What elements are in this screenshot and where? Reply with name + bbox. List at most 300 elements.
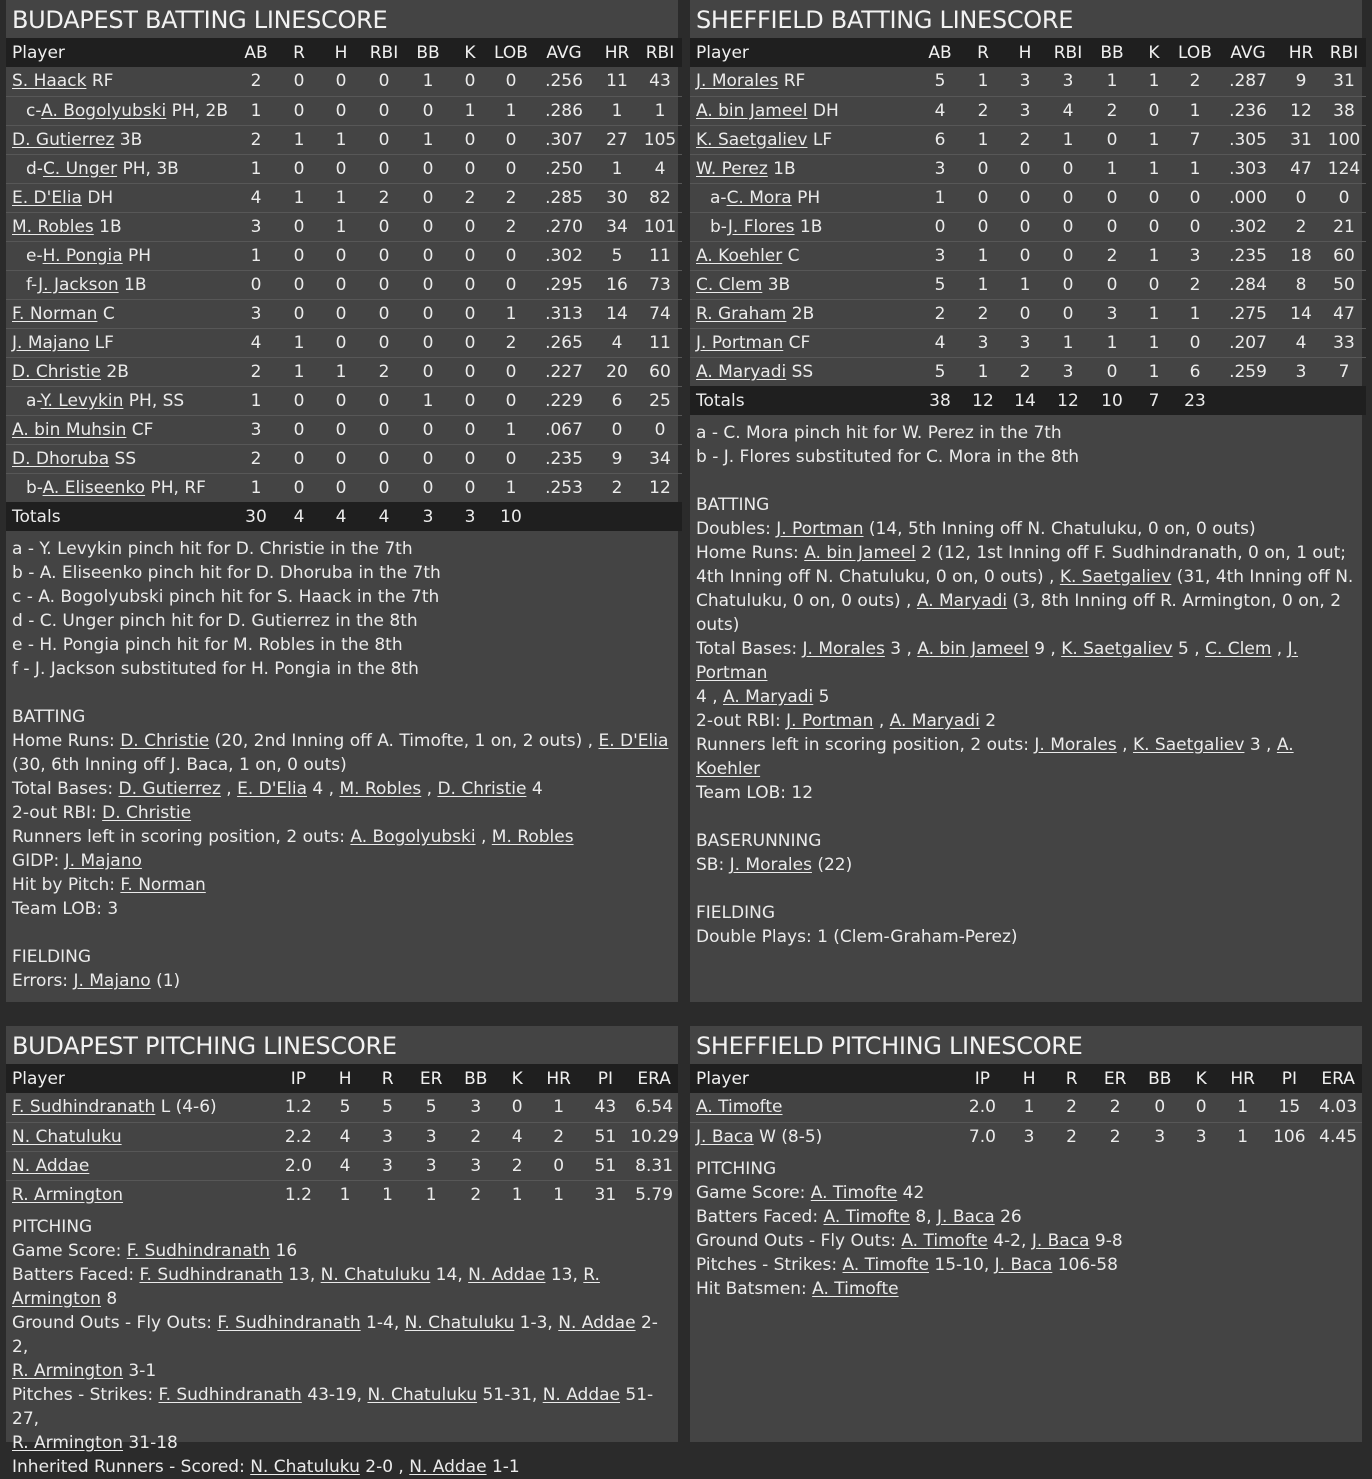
stat-cell: 16 xyxy=(606,274,628,295)
player-link[interactable]: J. Portman xyxy=(786,711,874,731)
player-cell xyxy=(690,1122,958,1151)
player-cell xyxy=(690,328,918,357)
stat-cell: 3 xyxy=(425,1126,437,1147)
player-cell xyxy=(6,67,234,96)
stat-cell: 0 xyxy=(611,419,623,440)
player-link[interactable]: F. Sudhindranath xyxy=(139,1265,283,1285)
pitching-notes xyxy=(6,1209,678,1479)
totals-cell xyxy=(596,502,638,531)
note-text: (20, 2nd Inning off A. Timofte, 1 on, 2 outs) , xyxy=(209,731,599,751)
column-header-h: H xyxy=(338,1068,352,1089)
stat-cell: 3 xyxy=(1019,332,1031,353)
stat-cell: 5 xyxy=(339,1097,351,1118)
note-line xyxy=(12,705,672,729)
stat-cell: 12 xyxy=(649,477,671,498)
stat-cell: 0 xyxy=(1019,216,1031,237)
player-link[interactable]: A. Maryadi xyxy=(723,687,814,707)
stat-cell: 2.2 xyxy=(284,1126,312,1147)
stat-cell: 0 xyxy=(1295,187,1307,208)
stat-cell: 0 xyxy=(464,419,476,440)
stat-cell: 47 xyxy=(1333,303,1355,324)
note-line xyxy=(12,537,672,561)
player-link[interactable]: H. Pongia xyxy=(42,245,123,266)
table-row xyxy=(6,357,682,386)
stat-cell: 2 xyxy=(505,332,517,353)
table-row xyxy=(6,270,682,299)
player-link[interactable]: K. Saetgaliev xyxy=(1132,735,1245,755)
column-header-h: H xyxy=(1022,1068,1036,1089)
stat-cell: .305 xyxy=(1229,129,1267,150)
totals-cell: 4 xyxy=(335,506,347,527)
stat-cell: 1 xyxy=(293,361,305,382)
stat-cell: 0 xyxy=(293,448,305,469)
player-cell xyxy=(6,241,234,270)
player-position: DH xyxy=(81,187,114,208)
player-cell xyxy=(6,270,234,299)
note-text: 3-1 xyxy=(123,1361,157,1381)
player-link[interactable]: W. Perez xyxy=(696,158,768,179)
player-link[interactable]: F. Sudhindranath xyxy=(126,1241,271,1261)
player-link[interactable]: N. Chatuluku xyxy=(12,1126,122,1147)
player-link[interactable]: J. Portman xyxy=(776,519,864,539)
stat-cell: 101 xyxy=(643,216,677,237)
player-link[interactable]: Y. Levykin xyxy=(40,390,124,411)
table-row xyxy=(690,154,1366,183)
player-link[interactable]: R. Armington xyxy=(12,1184,124,1205)
stat-cell: 0 xyxy=(335,332,347,353)
player-link[interactable]: J. Baca xyxy=(696,1126,754,1147)
player-link[interactable]: N. Chatuluku xyxy=(367,1385,478,1405)
table-row xyxy=(6,444,682,473)
player-link[interactable]: A. bin Jameel xyxy=(804,543,916,563)
player-position: SS xyxy=(109,448,137,469)
stat-cell: 0 xyxy=(505,448,517,469)
player-link[interactable]: J. Baca xyxy=(937,1207,995,1227)
player-link[interactable]: J. Majano xyxy=(12,332,90,353)
note-text: a - C. Mora pinch hit for W. Perez in the 7th xyxy=(696,423,1062,443)
table-row xyxy=(690,241,1366,270)
player-link[interactable]: C. Mora xyxy=(726,187,792,208)
player-link[interactable]: J. Morales xyxy=(802,639,885,659)
totals-label: Totals xyxy=(12,506,61,527)
player-link[interactable]: A. bin Jameel xyxy=(917,639,1029,659)
stat-cell: 0 xyxy=(505,390,517,411)
stat-cell: 5 xyxy=(611,245,623,266)
player-link[interactable]: A. Timofte xyxy=(842,1255,930,1275)
stat-cell: 0 xyxy=(378,245,390,266)
table-row xyxy=(6,1180,678,1209)
stat-cell: .313 xyxy=(545,303,583,324)
player-position: LF xyxy=(89,332,114,353)
player-link[interactable]: J. Baca xyxy=(994,1255,1053,1275)
player-link[interactable]: A. Koehler xyxy=(696,245,783,266)
player-link[interactable]: J. Flores xyxy=(727,216,795,237)
note-line xyxy=(12,825,672,849)
column-header-bb: BB xyxy=(1100,42,1124,63)
player-link[interactable]: A. Maryadi xyxy=(696,361,787,382)
note-text: e - H. Pongia pinch hit for M. Robles in the 8th xyxy=(12,635,403,655)
player-link[interactable]: E. D'Elia xyxy=(237,779,308,799)
stat-cell: .295 xyxy=(545,274,583,295)
note-text: Game Score: xyxy=(12,1241,127,1261)
column-header-lob: LOB xyxy=(494,42,528,63)
stat-cell: 3 xyxy=(934,245,946,266)
note-line xyxy=(12,1455,672,1479)
stat-cell: 1 xyxy=(1148,361,1160,382)
note-text: Double Plays: 1 (Clem-Graham-Perez) xyxy=(696,927,1018,947)
stat-cell: .270 xyxy=(545,216,583,237)
note-text: , xyxy=(220,779,238,799)
player-link[interactable]: R. Graham xyxy=(696,303,787,324)
stat-cell: 0 xyxy=(378,419,390,440)
stat-cell: 0 xyxy=(464,158,476,179)
player-link[interactable]: N. Chatuluku xyxy=(250,1457,360,1477)
player-link[interactable]: J. Majano xyxy=(73,971,151,991)
player-link[interactable]: A. Maryadi xyxy=(889,711,980,731)
batting-table xyxy=(690,38,1366,415)
stat-cell: 2 xyxy=(1019,129,1031,150)
player-link[interactable]: A. Bogolyubski xyxy=(41,100,167,121)
player-position: W (8-5) xyxy=(753,1126,823,1147)
note-line xyxy=(696,925,1356,949)
player-link[interactable]: E. D'Elia xyxy=(12,187,82,208)
stat-cell: 1 xyxy=(250,158,262,179)
player-link[interactable]: J. Portman xyxy=(696,639,1299,683)
stat-cell: 0 xyxy=(422,332,434,353)
stat-cell: 0 xyxy=(1062,245,1074,266)
stat-cell: 1 xyxy=(654,100,666,121)
table-row xyxy=(6,67,682,96)
stat-cell: 1 xyxy=(1023,1097,1035,1118)
batting-table xyxy=(6,38,682,531)
pitching-notes xyxy=(690,1151,1362,1301)
player-link[interactable]: N. Addae xyxy=(558,1313,636,1333)
player-link[interactable]: Armington xyxy=(12,1289,102,1309)
player-link[interactable]: N. Addae xyxy=(468,1265,546,1285)
stat-cell: .259 xyxy=(1229,361,1267,382)
player-link[interactable]: A. bin Muhsin xyxy=(12,419,127,440)
player-link[interactable]: J. Morales xyxy=(696,71,779,92)
table-row xyxy=(690,1122,1362,1151)
spacer xyxy=(696,805,1356,829)
stat-cell: .235 xyxy=(1229,245,1267,266)
stat-cell: 1 xyxy=(250,100,262,121)
stat-cell: 2.0 xyxy=(284,1155,312,1176)
note-line xyxy=(696,829,1356,853)
totals-cell: 23 xyxy=(1184,390,1206,411)
stat-cell: 0 xyxy=(335,71,347,92)
column-header-bb: BB xyxy=(464,1068,488,1089)
stat-cell: 38 xyxy=(1333,100,1355,121)
totals-cell: 4 xyxy=(293,506,305,527)
totals-row xyxy=(6,502,682,531)
stat-cell: 4 xyxy=(511,1126,523,1147)
note-text: , xyxy=(1271,639,1288,659)
player-link[interactable]: A. Maryadi xyxy=(916,591,1008,611)
panel-title: SHEFFIELD BATTING LINESCORE xyxy=(696,6,1074,34)
player-link[interactable]: C. Clem xyxy=(696,274,763,295)
stat-cell: 0 xyxy=(293,71,305,92)
stat-cell: 1 xyxy=(339,1184,351,1205)
stat-cell: 1 xyxy=(977,274,989,295)
table-row xyxy=(6,125,682,154)
stat-cell: 1 xyxy=(293,332,305,353)
player-link[interactable]: K. Saetgaliev xyxy=(696,129,808,150)
column-header-ab: AB xyxy=(928,42,952,63)
player-link[interactable]: F. Norman xyxy=(120,875,206,895)
player-link[interactable]: M. Robles xyxy=(339,779,422,799)
column-header-r: R xyxy=(977,42,989,63)
column-header-player: Player xyxy=(12,42,65,63)
note-line xyxy=(696,589,1356,613)
stat-cell: 0 xyxy=(1062,274,1074,295)
player-link[interactable]: J. Baca xyxy=(1031,1231,1090,1251)
stat-cell: 1.2 xyxy=(284,1184,312,1205)
stat-cell: 11 xyxy=(649,332,671,353)
player-link[interactable]: F. Sudhindranath xyxy=(217,1313,361,1333)
stat-cell: 0 xyxy=(293,100,305,121)
player-link[interactable]: N. Addae xyxy=(409,1457,487,1477)
stat-cell: 1 xyxy=(1019,274,1031,295)
stat-cell: 0 xyxy=(464,448,476,469)
stat-cell: .303 xyxy=(1229,158,1267,179)
totals-cell xyxy=(1280,386,1322,415)
player-position: 2B xyxy=(100,361,129,382)
note-text: 51-31, xyxy=(477,1385,543,1405)
note-text: PITCHING xyxy=(696,1159,777,1179)
player-cell xyxy=(6,154,234,183)
player-link[interactable]: A. Timofte xyxy=(696,1097,783,1118)
table-row xyxy=(6,96,682,125)
player-position: LF xyxy=(807,129,833,150)
stat-cell: 0 xyxy=(934,216,946,237)
stat-cell: 1 xyxy=(1148,71,1160,92)
budapest-batting-panel xyxy=(6,0,678,1002)
stat-cell: 1 xyxy=(977,361,989,382)
note-text: 43-19, xyxy=(301,1385,368,1405)
player-link[interactable]: A. Timofte xyxy=(812,1279,899,1299)
player-link[interactable]: K. Saetgaliev xyxy=(1061,639,1173,659)
player-cell xyxy=(690,1093,958,1122)
note-text: Runners left in scoring position, 2 outs: xyxy=(696,735,1035,755)
table-row xyxy=(690,1093,1362,1122)
player-link[interactable]: F. Sudhindranath xyxy=(12,1097,156,1118)
column-header-h: H xyxy=(1018,42,1032,63)
player-link[interactable]: R. Armington xyxy=(12,1433,124,1453)
player-cell xyxy=(690,183,918,212)
column-header-hr: HR xyxy=(1288,42,1314,63)
stat-cell: 2 xyxy=(250,361,262,382)
stat-cell: 2 xyxy=(470,1126,482,1147)
stat-cell: 1 xyxy=(1062,332,1074,353)
stat-cell: 51 xyxy=(594,1155,617,1176)
stat-cell: 1 xyxy=(422,129,434,150)
stat-cell: 43 xyxy=(594,1097,617,1118)
stat-cell: 0 xyxy=(654,419,666,440)
stat-cell: 0 xyxy=(1106,361,1118,382)
column-header-k: K xyxy=(1148,42,1160,63)
player-link[interactable]: N. Chatuluku xyxy=(320,1265,431,1285)
player-cell xyxy=(690,212,918,241)
player-link[interactable]: C. Unger xyxy=(42,158,118,179)
stat-cell: 50 xyxy=(1333,274,1355,295)
player-cell xyxy=(690,154,918,183)
sub-prefix: b- xyxy=(710,216,728,237)
column-header-hr: HR xyxy=(1230,1068,1255,1089)
player-link[interactable]: A. Bogolyubski xyxy=(350,827,476,847)
player-position: SS xyxy=(786,361,814,382)
stat-cell: 0 xyxy=(422,274,434,295)
note-line xyxy=(696,1157,1356,1181)
player-position: CF xyxy=(126,419,154,440)
note-text: 1-4, xyxy=(360,1313,405,1333)
stat-cell: 1 xyxy=(505,419,517,440)
player-link[interactable]: A. Timofte xyxy=(810,1183,898,1203)
note-text: FIELDING xyxy=(696,903,775,923)
note-text: 13, xyxy=(282,1265,321,1285)
stat-cell: 0 xyxy=(464,390,476,411)
table-row xyxy=(690,299,1366,328)
player-link[interactable]: N. Addae xyxy=(12,1155,90,1176)
player-link[interactable]: D. Gutierrez xyxy=(118,779,221,799)
stat-cell: 1 xyxy=(977,245,989,266)
player-link[interactable]: D. Gutierrez xyxy=(12,129,115,150)
stat-cell: 25 xyxy=(649,390,671,411)
stat-cell: 1 xyxy=(250,245,262,266)
stat-cell: 2 xyxy=(553,1126,565,1147)
note-line xyxy=(12,969,672,993)
player-position: CF xyxy=(783,332,811,353)
stat-cell: 0 xyxy=(505,274,517,295)
stat-cell: 1 xyxy=(934,187,946,208)
budapest-pitching-panel xyxy=(6,1026,679,1477)
player-link[interactable]: J. Majano xyxy=(64,851,142,871)
column-header-k: K xyxy=(511,1068,523,1089)
stat-cell: .227 xyxy=(545,361,583,382)
player-link[interactable]: M. Robles xyxy=(491,827,574,847)
table-row xyxy=(6,328,682,357)
table-row xyxy=(6,473,682,502)
note-line xyxy=(12,1311,672,1359)
note-text: 26 xyxy=(994,1207,1022,1227)
stat-cell: 0 xyxy=(335,477,347,498)
player-link[interactable]: F. Norman xyxy=(12,303,98,324)
stat-cell: 7.0 xyxy=(968,1126,996,1147)
stat-cell: 47 xyxy=(1290,158,1312,179)
stat-cell: 0 xyxy=(293,158,305,179)
note-text: 2 xyxy=(979,711,997,731)
stat-cell: 3 xyxy=(250,303,262,324)
stat-cell: 3 xyxy=(1189,245,1201,266)
stat-cell: 4.03 xyxy=(1319,1097,1358,1118)
note-text: 2-out RBI: xyxy=(12,803,103,823)
stat-cell: 3 xyxy=(250,216,262,237)
note-text: 9 , xyxy=(1028,639,1062,659)
stat-cell: 2 xyxy=(250,71,262,92)
note-text: Doubles: xyxy=(696,519,777,539)
note-text: Total Bases: xyxy=(696,639,803,659)
stat-cell: 0 xyxy=(335,100,347,121)
player-link[interactable]: R. xyxy=(583,1265,600,1285)
stat-cell: 1 xyxy=(1237,1097,1249,1118)
player-link[interactable]: M. Robles xyxy=(12,216,94,237)
player-link[interactable]: A. Eliseenko xyxy=(42,477,146,498)
player-link[interactable]: J. Morales xyxy=(1034,735,1117,755)
note-line xyxy=(12,897,672,921)
note-line xyxy=(696,733,1356,781)
player-link[interactable]: D. Dhoruba xyxy=(12,448,110,469)
player-link[interactable]: A. Timofte xyxy=(823,1207,910,1227)
player-link[interactable]: D. Christie xyxy=(12,361,101,382)
spacer xyxy=(696,469,1356,493)
stat-cell: 1 xyxy=(1148,245,1160,266)
stat-cell: 0 xyxy=(1189,216,1201,237)
player-link[interactable]: D. Christie xyxy=(102,803,192,823)
note-text: , xyxy=(1116,735,1133,755)
player-link[interactable]: J. Jackson xyxy=(38,274,119,295)
player-link[interactable]: A. bin Jameel xyxy=(696,100,808,121)
stat-cell: 0 xyxy=(464,477,476,498)
stat-cell: 1 xyxy=(977,71,989,92)
stat-cell: 0 xyxy=(250,274,262,295)
stat-cell: 1 xyxy=(250,390,262,411)
stat-cell: 73 xyxy=(649,274,671,295)
player-link[interactable]: E. D'Elia xyxy=(598,731,669,751)
player-link[interactable]: N. Addae xyxy=(542,1385,621,1405)
player-link[interactable]: D. Christie xyxy=(120,731,210,751)
stat-cell: 1 xyxy=(611,158,623,179)
totals-cell: 30 xyxy=(245,506,267,527)
note-line xyxy=(12,1215,672,1239)
player-link[interactable]: F. Sudhindranath xyxy=(158,1385,302,1405)
stat-cell: 82 xyxy=(649,187,671,208)
stat-cell: 2 xyxy=(378,187,390,208)
player-link[interactable]: N. Chatuluku xyxy=(404,1313,515,1333)
note-line xyxy=(696,421,1356,445)
player-link[interactable]: A. Timofte xyxy=(901,1231,988,1251)
player-position: 1B xyxy=(794,216,823,237)
note-text: 31-18 xyxy=(123,1433,178,1453)
stat-cell: 31 xyxy=(1333,71,1355,92)
player-link[interactable]: D. Christie xyxy=(437,779,527,799)
note-text: 5 xyxy=(813,687,830,707)
totals-cell: 3 xyxy=(422,506,434,527)
player-link[interactable]: R. Armington xyxy=(12,1361,124,1381)
stat-cell: 34 xyxy=(606,216,628,237)
note-line xyxy=(696,1253,1356,1277)
stat-cell: 2 xyxy=(505,187,517,208)
player-link[interactable]: A. Koehler xyxy=(696,735,1294,779)
player-link[interactable]: C. Clem xyxy=(1205,639,1272,659)
stat-cell: 0 xyxy=(1148,187,1160,208)
totals-cell: 10 xyxy=(500,506,522,527)
player-link[interactable]: K. Saetgaliev xyxy=(1059,567,1172,587)
stat-cell: 0 xyxy=(378,71,390,92)
player-link[interactable]: J. Morales xyxy=(729,855,812,875)
stat-cell: 1 xyxy=(1189,303,1201,324)
note-text: Batters Faced: xyxy=(696,1207,824,1227)
player-link[interactable]: S. Haack xyxy=(12,71,87,92)
stat-cell: 15 xyxy=(1278,1097,1301,1118)
stat-cell: 0 xyxy=(1062,303,1074,324)
player-cell xyxy=(690,357,918,386)
player-position: 1B xyxy=(118,274,147,295)
stat-cell: 4.45 xyxy=(1319,1126,1358,1147)
player-link[interactable]: J. Portman xyxy=(696,332,784,353)
note-text: (22) xyxy=(811,855,853,875)
table-row xyxy=(690,183,1366,212)
sub-prefix: a- xyxy=(26,390,41,411)
